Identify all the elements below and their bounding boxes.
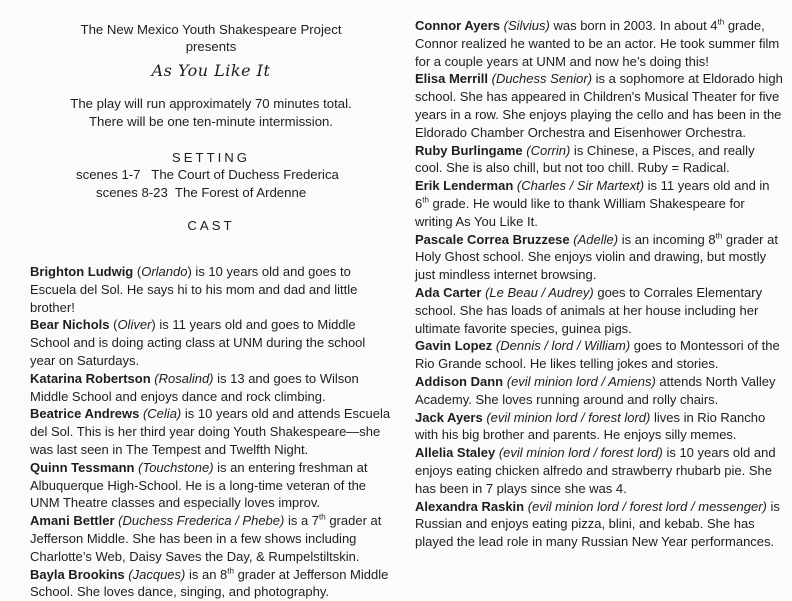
cast-bio: [415, 17, 783, 70]
bio-text: grade. He would like to thank William Shakespeare for writing As You Like It.: [415, 195, 745, 229]
cast-bio: [415, 409, 783, 445]
actor-name: Elisa Merrill: [415, 71, 488, 87]
ordinal-suffix: th: [227, 566, 234, 576]
cast-bio: [415, 142, 783, 178]
cast-bio: [415, 70, 783, 141]
actor-name: Allelia Staley: [415, 445, 496, 461]
cast-bios-left: [30, 263, 392, 601]
bio-text: is an incoming 8: [618, 231, 716, 247]
ordinal-suffix: th: [422, 195, 429, 205]
cast-bio: [30, 512, 392, 565]
bio-text: grader at Holy Ghost school. She enjoys violin and drawing, but mostly just mindless internet browsing.: [415, 231, 778, 283]
bio-text: is 10 years old and goes to Escuela del Sol. He says hi to his mom and dad and little brother!: [30, 264, 358, 315]
cast-bio: [415, 498, 783, 551]
bio-text: is 10 years old and enjoys eating chicken alfredo and strawberry rhubarb pie. She has been in 7 plays since she was 4.: [415, 445, 776, 496]
setting-line-2: scenes 8-23 The Forest of Ardenne: [96, 185, 307, 200]
actor-name: Beatrice Andrews: [30, 406, 140, 422]
ordinal-suffix: th: [715, 231, 723, 241]
actor-name: Bear Nichols: [30, 317, 110, 333]
cast-heading: CAST: [187, 218, 235, 233]
right-column: [415, 0, 783, 551]
role-name: (Corrin): [526, 142, 571, 158]
cast-bio: [30, 405, 392, 458]
cast-bio: Bear Nichols (Oliver) is 11 years old and goes to Middle School and is doing acting class at UNM during the school year on Saturdays.: [30, 317, 366, 368]
left-column: [30, 0, 392, 601]
role-name: (evil minion lord / forest lord): [498, 445, 663, 461]
bio-text: grader at Jefferson Middle. She has been in a few shows including Charlotte’s Web, Daisy Saves the Day, & Rumpelstiltskin.: [30, 513, 382, 564]
actor-name: Gavin Lopez: [415, 338, 493, 354]
role-name: (evil minion lord / forest lord): [486, 409, 651, 425]
cast-bio: [30, 566, 392, 601]
runtime-line-1: The play will run approximately 70 minutes total.: [70, 96, 352, 111]
play-title: As You Like It: [151, 61, 271, 80]
actor-name: Ruby Burlingame: [415, 142, 523, 158]
runtime-note: [30, 95, 392, 131]
actor-name: Quinn Tessmann: [30, 459, 135, 475]
cast-bio: [415, 177, 783, 230]
bio-text: is 11 years old and goes to Middle School and is doing acting class at UNM during the school year on Saturdays.: [30, 317, 366, 368]
bio-text: grade, Connor realized he wanted to be an actor. He took summer film for a couple years at UNM and now he’s doing this!: [415, 18, 780, 69]
role-name: (Le Beau / Audrey): [485, 284, 594, 300]
setting-line-1: scenes 1-7 The Court of Duchess Frederica: [76, 167, 339, 182]
bio-text: is Russian and enjoys eating pizza, blini, and kebab. She has played the lead role in many Russian New Year performances.: [415, 498, 780, 550]
role-name: (Dennis / lord / William): [495, 338, 631, 354]
role-name: (Silvius): [503, 18, 550, 33]
role-name: (Duchess Senior): [491, 71, 593, 87]
role-name: (Jacques): [128, 566, 186, 582]
cast-bios-right: [415, 17, 783, 551]
presents-line: presents: [185, 39, 237, 54]
role-name: (Charles / Sir Martext): [516, 178, 645, 194]
actor-name: Pascale Correa Bruzzese: [415, 231, 570, 247]
actor-name: Ada Carter: [415, 284, 482, 300]
bio-text: lives in Rio Rancho with his big brother and parents. He enjoys silly memes.: [415, 409, 766, 443]
actor-name: Alexandra Raskin: [415, 498, 525, 514]
bio-text: goes to Corrales Elementary school. She has loads of animals at her house including her ultimate favorite species, guinea pigs.: [415, 284, 763, 336]
role-name: (Rosalind): [154, 370, 214, 386]
bio-text: was born in 2003. In about 4: [549, 18, 718, 33]
role-name: (Touchstone): [138, 459, 214, 475]
actor-name: Katarina Robertson: [30, 370, 151, 386]
bio-text: is 11 years old and in 6: [415, 178, 770, 211]
cast-bio: [415, 337, 783, 373]
setting-heading: SETTING: [171, 150, 251, 165]
bio-text: is a sophomore at Eldorado high school. She has appeared in Children's Musical Theater for five years in a row. She enjoys playing the cello and has been in the Eldorado Chamber Orchestra and Eisenhower Orchestra.: [415, 71, 783, 140]
actor-name: Connor Ayers: [415, 18, 500, 33]
bio-text: is an 8: [185, 566, 228, 582]
actor-name: Bayla Brookins: [30, 566, 125, 582]
role-name: Oliver: [117, 317, 152, 333]
bio-text: is 13 and goes to Wilson Middle School and enjoys dance and rock climbing.: [30, 370, 359, 404]
actor-name: Brighton Ludwig: [30, 264, 134, 279]
role-name: (Celia): [142, 406, 182, 422]
actor-name: Erik Lenderman: [415, 178, 514, 194]
cast-bio: [30, 459, 392, 512]
role-name: (evil minion lord / Amiens): [506, 373, 656, 389]
bio-text: is an entering freshman at Albuquerque High-School. He is a long-time veteran of the UNM Theatre classes and especially loves improv.: [30, 459, 368, 511]
role-name: (Adelle): [573, 231, 619, 247]
cast-bio: [415, 284, 783, 337]
actor-name: Jack Ayers: [415, 409, 483, 425]
cast-bio: [415, 231, 783, 284]
cast-bio: [415, 373, 783, 409]
bio-text: attends North Valley Academy. She loves running around and rolly chairs.: [415, 373, 776, 407]
org-name: The New Mexico Youth Shakespeare Project: [80, 22, 342, 37]
bio-text: goes to Montessori of the Rio Grande school. He likes telling jokes and stories.: [415, 338, 780, 372]
bio-text: is 10 years old and attends Escuela del Sol. This is her third year doing Youth Shakespeare—she was last seen in The Tempest and Twelfth Night.: [30, 406, 391, 457]
cast-bio: [415, 444, 783, 497]
cast-bio: [30, 370, 392, 406]
ordinal-suffix: th: [319, 512, 326, 522]
bio-text: is Chinese, a Pisces, and really cool. She is also chill, but not too chill. Ruby = Radical.: [415, 142, 755, 176]
role-name: (Duchess Frederica / Phebe): [118, 513, 285, 529]
bio-text: grader at Jefferson Middle School. She loves dance, singing, and photography.: [30, 566, 389, 600]
ordinal-suffix: th: [717, 17, 725, 27]
bio-text: is a 7: [284, 513, 320, 529]
runtime-line-2: There will be one ten-minute intermission.: [88, 114, 334, 129]
role-name: Orlando: [141, 264, 188, 279]
actor-name: Addison Dann: [415, 373, 504, 389]
actor-name: Amani Bettler: [30, 513, 115, 529]
role-name: (evil minion lord / forest lord / messenger): [527, 498, 767, 514]
cast-bio: Brighton Ludwig (Orlando) is 10 years old and goes to Escuela del Sol. He says hi to his mom and dad and little brother!: [30, 264, 358, 315]
